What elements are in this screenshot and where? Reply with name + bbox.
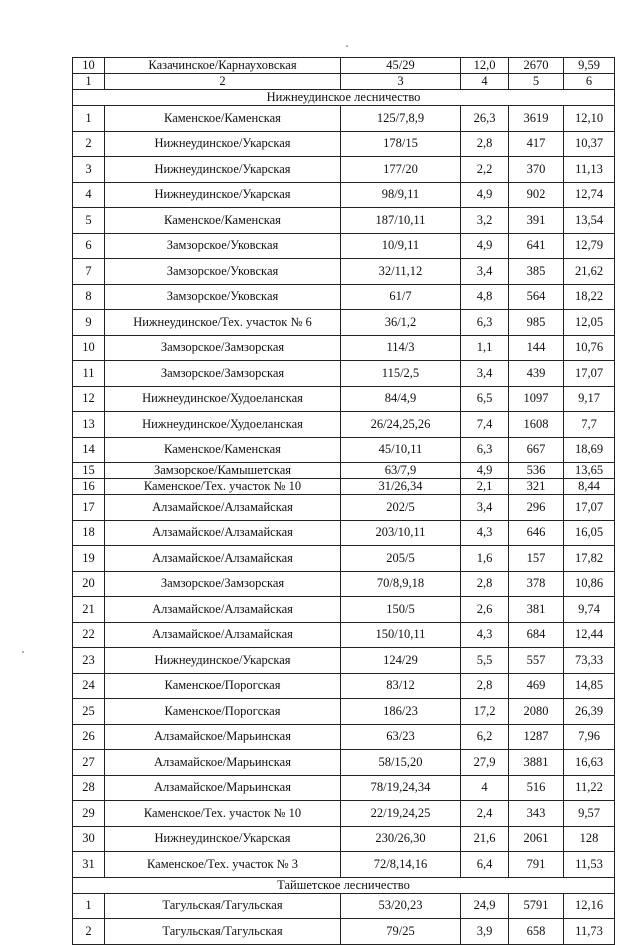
cell-area: 6,2 (461, 724, 509, 750)
cell-price: 11,73 (564, 919, 615, 945)
cell-forestry-district: Каменское/Тех. участок № 10 (105, 479, 341, 495)
cell-row-number: 11 (73, 361, 105, 387)
section-header-row (73, 90, 615, 106)
cell-area: 2,1 (461, 479, 509, 495)
table-row (73, 58, 615, 74)
cell-area: 4,3 (461, 520, 509, 546)
cell-quarter-plot: 58/15,20 (341, 750, 461, 776)
cell-price: 18,22 (564, 284, 615, 310)
table-row (73, 233, 615, 259)
cell-price: 18,69 (564, 437, 615, 463)
cell-forestry-district: Нижнеудинское/Укарская (105, 157, 341, 183)
section-title: Нижнеудинское лесничество (73, 90, 615, 106)
cell-area: 24,9 (461, 893, 509, 919)
cell-volume: 1097 (509, 386, 564, 412)
cell-volume: 469 (509, 673, 564, 699)
cell-price: 21,62 (564, 259, 615, 285)
cell-volume: 381 (509, 597, 564, 623)
cell-forestry-district: Нижнеудинское/Тех. участок № 6 (105, 310, 341, 336)
cell-price: 7,96 (564, 724, 615, 750)
cell-forestry-district: Алзамайское/Марьинская (105, 724, 341, 750)
cell-area: 6,5 (461, 386, 509, 412)
cell-forestry-district: Каменское/Каменская (105, 208, 341, 234)
cell-price: 17,07 (564, 495, 615, 521)
cell-row-number: 7 (73, 259, 105, 285)
cell-quarter-plot: 63/23 (341, 724, 461, 750)
cell-price: 9,57 (564, 801, 615, 827)
cell-area: 4,9 (461, 463, 509, 479)
table-row (73, 648, 615, 674)
cell-forestry-district: Алзамайское/Марьинская (105, 775, 341, 801)
cell-area: 4 (461, 775, 509, 801)
cell-quarter-plot: 72/8,14,16 (341, 852, 461, 878)
cell-row-number: 14 (73, 437, 105, 463)
cell-forestry-district: Замзорское/Уковская (105, 284, 341, 310)
cell-area: 17,2 (461, 699, 509, 725)
cell-row-number: 25 (73, 699, 105, 725)
cell-row-number: 9 (73, 310, 105, 336)
cell-price: 9,17 (564, 386, 615, 412)
table-row (73, 310, 615, 336)
cell-volume: 564 (509, 284, 564, 310)
cell-row-number: 6 (73, 233, 105, 259)
cell-area: 3,4 (461, 495, 509, 521)
cell-volume: 417 (509, 131, 564, 157)
cell-volume: 902 (509, 182, 564, 208)
cell-area: 1,1 (461, 335, 509, 361)
cell-forestry-district: Каменское/Каменская (105, 437, 341, 463)
cell-area: 2,8 (461, 571, 509, 597)
cell-price: 17,82 (564, 546, 615, 572)
cell-quarter-plot: 83/12 (341, 673, 461, 699)
table-row (73, 284, 615, 310)
table-row (73, 699, 615, 725)
table-row (73, 479, 615, 495)
table-row (73, 919, 615, 945)
cell-row-number: 4 (73, 182, 105, 208)
cell-price: 6 (564, 74, 615, 90)
cell-area: 12,0 (461, 58, 509, 74)
cell-area: 2,4 (461, 801, 509, 827)
cell-row-number: 31 (73, 852, 105, 878)
cell-row-number: 5 (73, 208, 105, 234)
cell-volume: 321 (509, 479, 564, 495)
table-row (73, 361, 615, 387)
cell-area: 2,8 (461, 673, 509, 699)
cell-price: 12,44 (564, 622, 615, 648)
cell-row-number: 2 (73, 131, 105, 157)
cell-volume: 1287 (509, 724, 564, 750)
cell-quarter-plot: 32/11,12 (341, 259, 461, 285)
cell-area: 6,3 (461, 310, 509, 336)
cell-quarter-plot: 36/1,2 (341, 310, 461, 336)
cell-volume: 343 (509, 801, 564, 827)
table-row (73, 495, 615, 521)
cell-row-number: 2 (73, 919, 105, 945)
cell-price: 13,54 (564, 208, 615, 234)
cell-volume: 3881 (509, 750, 564, 776)
cell-volume: 667 (509, 437, 564, 463)
cell-forestry-district: Нижнеудинское/Худоеланская (105, 412, 341, 438)
table-row (73, 775, 615, 801)
cell-quarter-plot: 205/5 (341, 546, 461, 572)
cell-area: 4,8 (461, 284, 509, 310)
cell-area: 5,5 (461, 648, 509, 674)
cell-quarter-plot: 31/26,34 (341, 479, 461, 495)
scan-speck (346, 45, 348, 47)
cell-volume: 157 (509, 546, 564, 572)
table-row (73, 437, 615, 463)
section-title: Тайшетское лесничество (73, 877, 615, 893)
cell-price: 17,07 (564, 361, 615, 387)
cell-volume: 385 (509, 259, 564, 285)
table-row (73, 259, 615, 285)
cell-quarter-plot: 178/15 (341, 131, 461, 157)
cell-quarter-plot: 177/20 (341, 157, 461, 183)
cell-quarter-plot: 150/10,11 (341, 622, 461, 648)
table-row (73, 826, 615, 852)
cell-volume: 536 (509, 463, 564, 479)
cell-volume: 144 (509, 335, 564, 361)
cell-quarter-plot: 114/3 (341, 335, 461, 361)
cell-quarter-plot: 150/5 (341, 597, 461, 623)
cell-quarter-plot: 124/29 (341, 648, 461, 674)
cell-price: 8,44 (564, 479, 615, 495)
cell-area: 3,2 (461, 208, 509, 234)
cell-forestry-district: Алзамайское/Марьинская (105, 750, 341, 776)
cell-quarter-plot: 53/20,23 (341, 893, 461, 919)
table-row (73, 571, 615, 597)
cell-forestry-district: Казачинское/Карнауховская (105, 58, 341, 74)
cell-forestry-district: Замзорское/Замзорская (105, 361, 341, 387)
cell-quarter-plot: 45/29 (341, 58, 461, 74)
table-row (73, 335, 615, 361)
cell-row-number: 17 (73, 495, 105, 521)
table-row (73, 622, 615, 648)
cell-volume: 684 (509, 622, 564, 648)
cell-row-number: 18 (73, 520, 105, 546)
cell-area: 2,8 (461, 131, 509, 157)
cell-price: 10,86 (564, 571, 615, 597)
cell-forestry-district: Тагульская/Тагульская (105, 893, 341, 919)
cell-volume: 658 (509, 919, 564, 945)
cell-area: 7,4 (461, 412, 509, 438)
column-number-row (73, 74, 615, 90)
cell-row-number: 16 (73, 479, 105, 495)
cell-forestry-district: Алзамайское/Алзамайская (105, 495, 341, 521)
cell-forestry-district: Нижнеудинское/Худоеланская (105, 386, 341, 412)
scan-speck (22, 651, 24, 653)
cell-forestry-district: Нижнеудинское/Укарская (105, 648, 341, 674)
cell-forestry-district: Замзорское/Замзорская (105, 335, 341, 361)
cell-area: 26,3 (461, 106, 509, 132)
cell-price: 10,76 (564, 335, 615, 361)
table-row (73, 597, 615, 623)
table-row (73, 852, 615, 878)
cell-volume: 391 (509, 208, 564, 234)
table-row (73, 157, 615, 183)
cell-forestry-district: Алзамайское/Алзамайская (105, 597, 341, 623)
cell-area: 27,9 (461, 750, 509, 776)
table-row (73, 520, 615, 546)
cell-row-number: 13 (73, 412, 105, 438)
cell-volume: 5 (509, 74, 564, 90)
cell-price: 128 (564, 826, 615, 852)
cell-quarter-plot: 22/19,24,25 (341, 801, 461, 827)
cell-quarter-plot: 203/10,11 (341, 520, 461, 546)
cell-volume: 646 (509, 520, 564, 546)
cell-row-number: 30 (73, 826, 105, 852)
cell-quarter-plot: 98/9,11 (341, 182, 461, 208)
cell-row-number: 21 (73, 597, 105, 623)
cell-volume: 378 (509, 571, 564, 597)
cell-row-number: 15 (73, 463, 105, 479)
table-row (73, 673, 615, 699)
cell-quarter-plot: 187/10,11 (341, 208, 461, 234)
table-body (73, 58, 615, 945)
cell-forestry-district: Нижнеудинское/Укарская (105, 182, 341, 208)
cell-area: 6,4 (461, 852, 509, 878)
cell-price: 16,63 (564, 750, 615, 776)
cell-row-number: 1 (73, 106, 105, 132)
cell-forestry-district: Нижнеудинское/Укарская (105, 826, 341, 852)
table-row (73, 724, 615, 750)
cell-volume: 5791 (509, 893, 564, 919)
table-row (73, 801, 615, 827)
cell-row-number: 12 (73, 386, 105, 412)
table-row (73, 106, 615, 132)
cell-price: 11,53 (564, 852, 615, 878)
cell-row-number: 19 (73, 546, 105, 572)
cell-forestry-district: Каменское/Каменская (105, 106, 341, 132)
cell-price: 14,85 (564, 673, 615, 699)
cell-area: 2,6 (461, 597, 509, 623)
cell-quarter-plot: 78/19,24,34 (341, 775, 461, 801)
cell-volume: 439 (509, 361, 564, 387)
forestry-table (72, 57, 615, 945)
table-row (73, 131, 615, 157)
cell-row-number: 27 (73, 750, 105, 776)
cell-volume: 3619 (509, 106, 564, 132)
cell-quarter-plot: 63/7,9 (341, 463, 461, 479)
cell-price: 11,22 (564, 775, 615, 801)
cell-price: 12,05 (564, 310, 615, 336)
cell-area: 1,6 (461, 546, 509, 572)
cell-quarter-plot: 230/26,30 (341, 826, 461, 852)
cell-price: 12,74 (564, 182, 615, 208)
cell-area: 3,4 (461, 361, 509, 387)
cell-row-number: 10 (73, 335, 105, 361)
cell-volume: 1608 (509, 412, 564, 438)
cell-price: 9,59 (564, 58, 615, 74)
cell-forestry-district: Замзорское/Уковская (105, 233, 341, 259)
cell-area: 21,6 (461, 826, 509, 852)
cell-quarter-plot: 115/2,5 (341, 361, 461, 387)
cell-price: 12,79 (564, 233, 615, 259)
cell-price: 7,7 (564, 412, 615, 438)
cell-price: 12,16 (564, 893, 615, 919)
cell-volume: 2061 (509, 826, 564, 852)
cell-forestry-district: Замзорское/Уковская (105, 259, 341, 285)
cell-forestry-district: Алзамайское/Алзамайская (105, 622, 341, 648)
cell-volume: 985 (509, 310, 564, 336)
table-row (73, 750, 615, 776)
cell-area: 4,9 (461, 233, 509, 259)
cell-area: 2,2 (461, 157, 509, 183)
cell-forestry-district: Замзорское/Камышетская (105, 463, 341, 479)
cell-forestry-district: Каменское/Порогская (105, 673, 341, 699)
cell-forestry-district: Алзамайское/Алзамайская (105, 546, 341, 572)
cell-forestry-district: Замзорское/Замзорская (105, 571, 341, 597)
cell-volume: 516 (509, 775, 564, 801)
cell-price: 16,05 (564, 520, 615, 546)
cell-quarter-plot: 125/7,8,9 (341, 106, 461, 132)
cell-quarter-plot: 79/25 (341, 919, 461, 945)
cell-forestry-district: Каменское/Тех. участок № 3 (105, 852, 341, 878)
cell-quarter-plot: 26/24,25,26 (341, 412, 461, 438)
cell-quarter-plot: 61/7 (341, 284, 461, 310)
cell-row-number: 22 (73, 622, 105, 648)
table-row (73, 546, 615, 572)
cell-price: 10,37 (564, 131, 615, 157)
table-row (73, 182, 615, 208)
cell-forestry-district: Нижнеудинское/Укарская (105, 131, 341, 157)
cell-row-number: 28 (73, 775, 105, 801)
cell-price: 73,33 (564, 648, 615, 674)
cell-volume: 370 (509, 157, 564, 183)
cell-quarter-plot: 186/23 (341, 699, 461, 725)
cell-price: 13,65 (564, 463, 615, 479)
table-row (73, 893, 615, 919)
cell-row-number: 1 (73, 893, 105, 919)
cell-forestry-district: Тагульская/Тагульская (105, 919, 341, 945)
cell-forestry-district: 2 (105, 74, 341, 90)
cell-area: 4 (461, 74, 509, 90)
table-row (73, 463, 615, 479)
cell-price: 12,10 (564, 106, 615, 132)
cell-price: 11,13 (564, 157, 615, 183)
cell-area: 4,3 (461, 622, 509, 648)
cell-quarter-plot: 10/9,11 (341, 233, 461, 259)
cell-quarter-plot: 3 (341, 74, 461, 90)
cell-volume: 296 (509, 495, 564, 521)
cell-volume: 2670 (509, 58, 564, 74)
cell-row-number: 23 (73, 648, 105, 674)
cell-quarter-plot: 202/5 (341, 495, 461, 521)
cell-area: 3,9 (461, 919, 509, 945)
cell-row-number: 3 (73, 157, 105, 183)
cell-row-number: 10 (73, 58, 105, 74)
cell-forestry-district: Каменское/Тех. участок № 10 (105, 801, 341, 827)
table-row (73, 208, 615, 234)
cell-row-number: 24 (73, 673, 105, 699)
cell-row-number: 8 (73, 284, 105, 310)
cell-volume: 641 (509, 233, 564, 259)
cell-quarter-plot: 70/8,9,18 (341, 571, 461, 597)
cell-row-number: 20 (73, 571, 105, 597)
section-header-row (73, 877, 615, 893)
cell-row-number: 26 (73, 724, 105, 750)
cell-area: 4,9 (461, 182, 509, 208)
cell-forestry-district: Каменское/Порогская (105, 699, 341, 725)
table-row (73, 412, 615, 438)
cell-row-number: 29 (73, 801, 105, 827)
cell-quarter-plot: 84/4,9 (341, 386, 461, 412)
table-row (73, 386, 615, 412)
cell-forestry-district: Алзамайское/Алзамайская (105, 520, 341, 546)
cell-row-number: 1 (73, 74, 105, 90)
cell-price: 9,74 (564, 597, 615, 623)
cell-area: 3,4 (461, 259, 509, 285)
cell-quarter-plot: 45/10,11 (341, 437, 461, 463)
cell-volume: 791 (509, 852, 564, 878)
cell-price: 26,39 (564, 699, 615, 725)
cell-volume: 557 (509, 648, 564, 674)
cell-area: 6,3 (461, 437, 509, 463)
cell-volume: 2080 (509, 699, 564, 725)
